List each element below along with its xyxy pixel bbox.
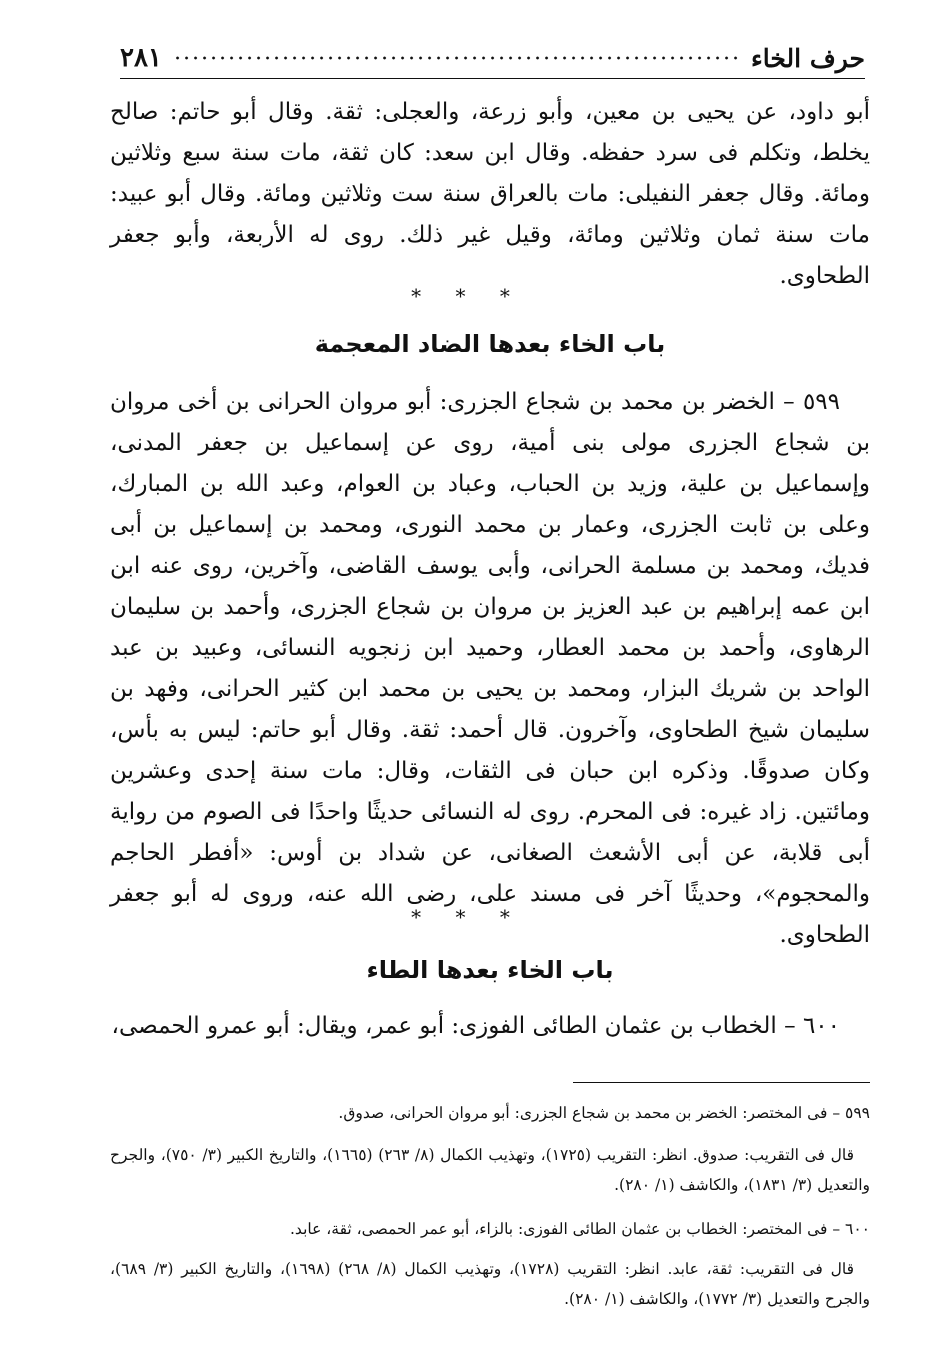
page-number: ٢٨١	[120, 43, 162, 73]
footnote: قال فى التقريب: ثقة، عابد. انظر: التقريب (١٧٢٨)، وتهذيب الكمال (٨/ ٢٦٨) (١٦٩٨)، والتاريخ الكبير (٣/ ٦٨٩)، والجرح والتعديل (٣/ ١٧٧٢)، والكاشف (١/ ٢٨٠).	[110, 1260, 870, 1308]
entry-600: ٦٠٠ – الخطاب بن عثمان الطائى الفوزى: أبو عمر، ويقال: أبو عمرو الحمصى،	[111, 1013, 840, 1039]
running-title: حرف الخاء	[751, 43, 865, 73]
entry-599: ٥٩٩ – الخضر بن محمد بن شجاع الجزرى: أبو مروان الحرانى بن أخى مروان بن شجاع الجزرى مولى بنى أمية، روى عن إسماعيل بن جعفر المدنى، وإسماعيل بن علية، وزيد بن الحباب، وعباد بن العوام، وعبد الله بن المبارك، وعلى بن ثابت الجزرى، وعمار بن محمد النورى، ومحمد بن إسماعيل بن أبى فديك، ومحمد بن مسلمة الحرانى، وأبى يوسف القاضى، وآخرين، روى عنه ابن ابن عمه إبراهيم بن عبد العزيز بن مروان بن شجاع الجزرى، وأحمد بن سليمان الرهاوى، وأحمد بن محمد العطار، وحميد ابن زنجويه النسائى، وعبيد بن عبد الواحد بن شريك البزار، ومحمد بن يحيى بن محمد ابن كثير الحرانى، وفهد بن سليمان شيخ الطحاوى، وآخرون. قال أحمد: ثقة. وقال أبو حاتم: ليس به بأس، وكان صدوقًا. وذكره ابن حبان فى الثقات، وقال: مات سنة إحدى وعشرين ومائتين. زاد غيره: فى المحرم. روى له النسائى حديثًا واحدًا فى الصوم من رواية أبى قلابة، عن أبى الأشعث الصغانى، عن شداد بن أوس: «أفطر الحاجم والمحجوم»، وحديثًا آخر فى مسند على، رضى الله عنه، وروى له أبو جعفر الطحاوى.	[110, 389, 870, 948]
footnote: ٥٩٩ – فى المختصر: الخضر بن محمد بن شجاع الجزرى: أبو مروان الحرانى، صدوق.	[338, 1104, 870, 1122]
running-header	[120, 38, 865, 79]
continued-paragraph: أبو داود، عن يحيى بن معين، وأبو زرعة، والعجلى: ثقة. وقال أبو حاتم: صالح يخلط، وتكلم فى سرد حفظه. وقال ابن سعد: كان ثقة، مات سنة سبع وثلاثين ومائة. وقال جعفر النفيلى: مات بالعراق سنة ست وثلاثين ومائة. وقال أبو عبيد: مات سنة ثمان وثلاثين ومائة، وقيل غير ذلك. روى له الأربعة، وأبو جعفر الطحاوى.	[110, 99, 870, 289]
footnote: ٦٠٠ – فى المختصر: الخطاب بن عثمان الطائى الفوزى: بالزاء، أبو عمر الحمصى، ثقة، عابد.	[290, 1220, 870, 1238]
section-separator: * * *	[411, 284, 524, 308]
footnote-rule	[573, 1082, 870, 1083]
section-heading: باب الخاء بعدها الضاد المعجمة	[314, 330, 666, 358]
section-heading: باب الخاء بعدها الطاء	[366, 956, 614, 984]
dot-leader	[174, 55, 739, 61]
section-separator: * * *	[411, 905, 524, 929]
footnote: قال فى التقريب: صدوق. انظر: التقريب (١٧٢٥)، وتهذيب الكمال (٨/ ٢٦٣) (١٦٦٥)، والتاريخ الكبير (٣/ ٧٥٠)، والجرح والتعديل (٣/ ١٨٣١)، والكاشف (١/ ٢٨٠).	[110, 1146, 870, 1194]
